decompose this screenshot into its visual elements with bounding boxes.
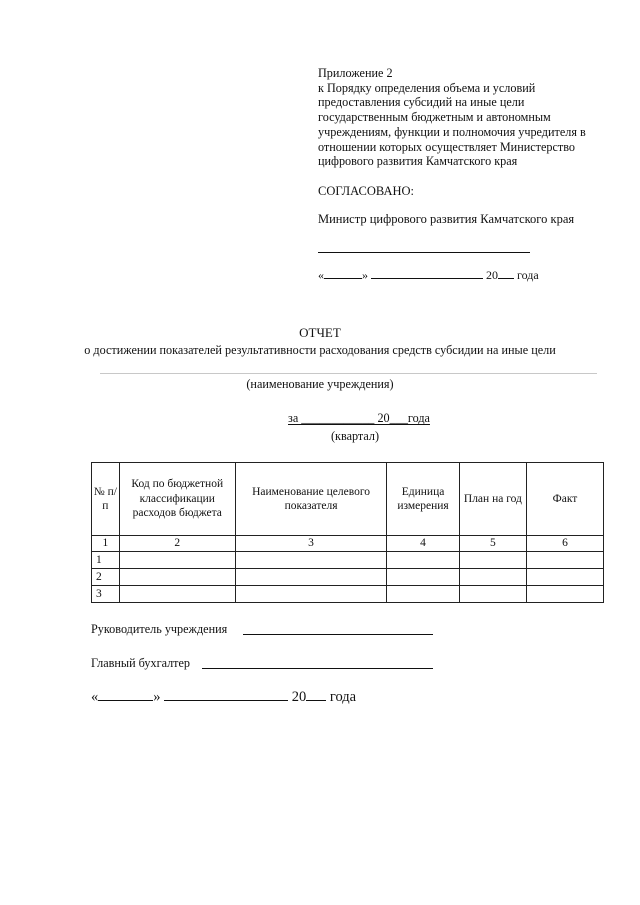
table-cell [459,569,526,586]
appendix-line: к Порядку определения объема и условий [318,80,536,95]
table-cell [526,569,603,586]
report-title: ОТЧЕТ [299,325,341,340]
head-signature-line [243,634,433,635]
appendix-line: учреждениям, функции и полномочия учредителя в [318,124,586,139]
column-number: 6 [526,536,603,552]
organization-name-line [100,373,597,374]
table-cell [119,586,235,603]
head-signature-label: Руководитель учреждения [91,622,228,636]
year-blank [498,268,514,279]
date-close-quote: » [153,689,161,705]
header-budget-code: Код по бюджетной классификации расходов бюджета [119,463,235,536]
day-blank [324,268,362,279]
header-number: № п/п [92,463,120,536]
table-header-row [92,463,604,536]
month-blank [371,268,483,279]
header-fact: Факт [526,463,603,536]
appendix-line: предоставления субсидий на иные цели [318,95,525,110]
accountant-signature-label: Главный бухгалтер [91,656,191,670]
year-prefix: 20 [486,268,498,282]
quarter-caption: (квартал) [331,429,380,443]
date-close-quote: » [362,268,368,282]
column-number: 4 [387,536,460,552]
day-blank [98,688,153,701]
date-open-quote: « [91,689,99,705]
month-blank [164,688,288,701]
table-cell [459,552,526,569]
appendix-line: цифрового развития Камчатского края [318,154,518,169]
appendix-line: Приложение 2 [318,66,393,80]
table-cell [526,586,603,603]
year-blank [306,688,326,701]
table-cell [387,552,460,569]
appendix-line: отношении которых осуществляет Министерство [318,139,575,154]
date-open-quote: « [318,268,324,282]
appendix-line: государственным бюджетным и автономным [318,110,551,125]
year-suffix: года [329,689,357,705]
header-unit: Единица измерения [387,463,460,536]
table-cell [235,552,386,569]
column-number-row [92,536,604,552]
year-suffix: года [517,268,539,282]
year-prefix: 20 [291,689,307,705]
indicators-table [91,462,604,603]
table-cell [119,569,235,586]
table-cell [387,586,460,603]
table-cell [235,586,386,603]
table-row [92,552,604,569]
approval-signature-line [318,252,530,253]
report-period: за ____________ 20___года [288,411,430,425]
table-row [92,586,604,603]
header-indicator-name: Наименование целевого показателя [235,463,386,536]
row-number: 1 [92,552,120,569]
report-subtitle: о достижении показателей результативности расходования средств субсидии на иные цели [84,343,556,357]
table-cell [119,552,235,569]
organization-caption: (наименование учреждения) [246,377,394,391]
accountant-signature-line [202,668,433,669]
appendix-note [318,66,618,169]
table-cell [387,569,460,586]
approval-date [318,268,539,283]
table-cell [459,586,526,603]
column-number: 1 [92,536,120,552]
table-row [92,569,604,586]
header-plan: План на год [459,463,526,536]
table-cell [526,552,603,569]
approval-position: Министр цифрового развития Камчатского края [318,212,575,226]
column-number: 3 [235,536,386,552]
signature-date [91,688,356,706]
approval-label: СОГЛАСОВАНО: [318,184,415,198]
row-number: 3 [92,586,120,603]
column-number: 5 [459,536,526,552]
row-number: 2 [92,569,120,586]
column-number: 2 [119,536,235,552]
table-cell [235,569,386,586]
